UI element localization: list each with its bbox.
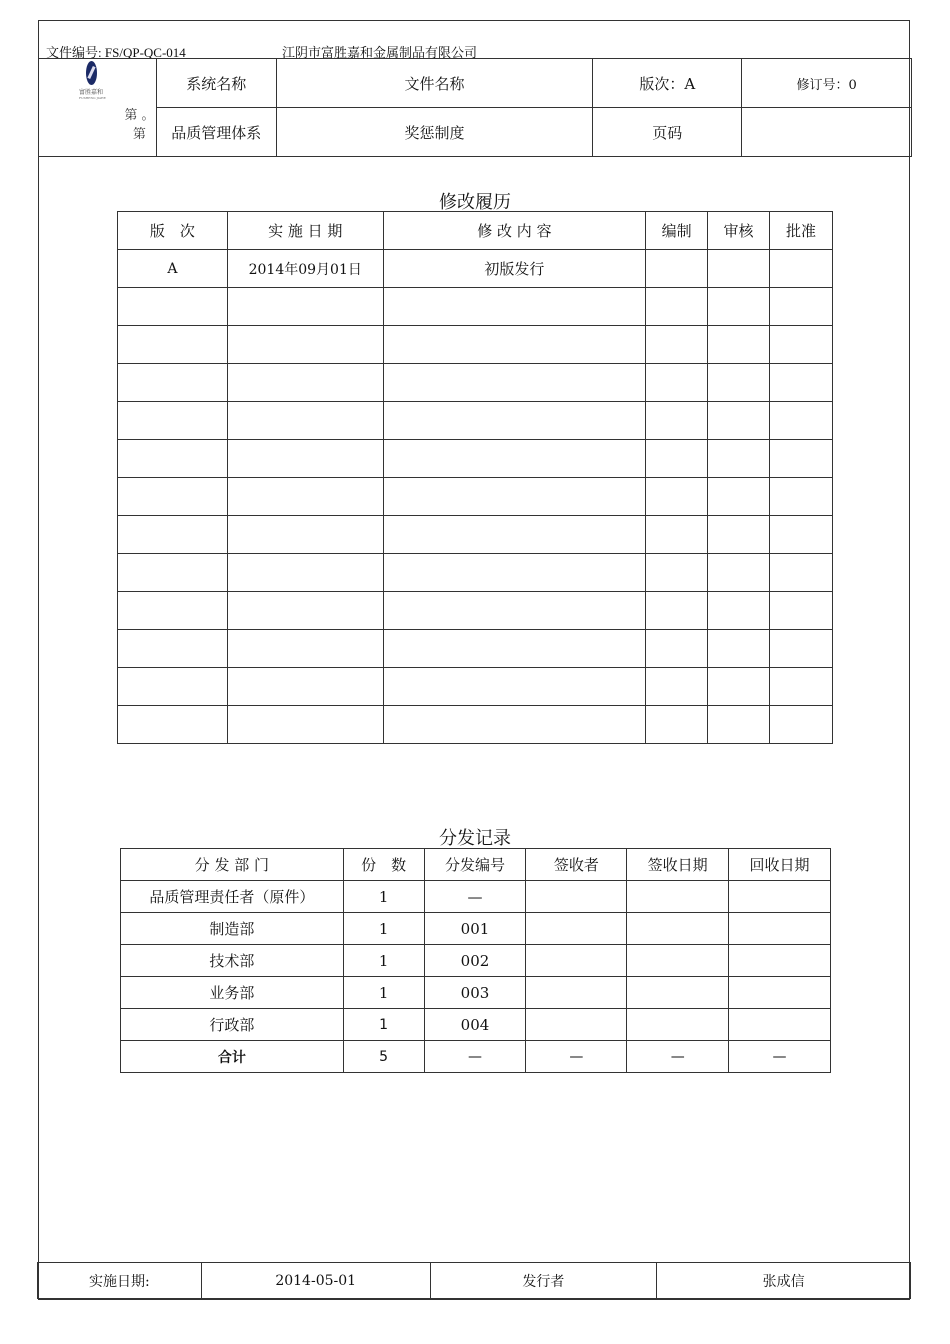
table-row [121, 977, 831, 1009]
table-row [121, 1041, 831, 1073]
revision-column-header: 编制 [646, 212, 708, 250]
distribution-cell: 1 [343, 881, 424, 913]
revision-cell [383, 364, 646, 402]
revision-cell [227, 630, 383, 668]
distribution-column-header: 签收日期 [627, 849, 729, 881]
distribution-column-header: 回收日期 [729, 849, 831, 881]
revision-column-header: 批准 [770, 212, 833, 250]
revision-cell [708, 288, 770, 326]
footer-table [37, 1262, 911, 1299]
document-number-value: : FS/QP-QC-014 [98, 45, 186, 60]
distribution-cell [627, 977, 729, 1009]
revision-cell [227, 326, 383, 364]
revision-cell [708, 478, 770, 516]
revision-cell [118, 554, 228, 592]
distribution-cell: 1 [343, 945, 424, 977]
distribution-cell [627, 945, 729, 977]
distribution-title: 分发记录 [439, 828, 511, 849]
logo-subtext: FUSHENG JIAHE [79, 96, 106, 100]
revision-cell [118, 516, 228, 554]
revision-cell [118, 288, 228, 326]
version-label: 版次：A [593, 59, 742, 108]
revision-cell [227, 478, 383, 516]
revision-cell [646, 402, 708, 440]
distribution-cell [627, 881, 729, 913]
revision-cell [646, 516, 708, 554]
revision-cell [646, 668, 708, 706]
distribution-cell: 行政部 [121, 1009, 344, 1041]
distribution-column-header: 签收者 [526, 849, 627, 881]
revision-cell [383, 326, 646, 364]
revision-cell [383, 592, 646, 630]
revision-cell [708, 402, 770, 440]
distribution-cell [729, 1009, 831, 1041]
issuer-name: 张成信 [657, 1263, 911, 1299]
revision-cell [708, 516, 770, 554]
distribution-cell [526, 945, 627, 977]
revision-cell [770, 402, 833, 440]
table-row [118, 706, 833, 744]
revision-cell [770, 630, 833, 668]
revision-cell [708, 592, 770, 630]
revision-cell [227, 516, 383, 554]
revision-cell [383, 402, 646, 440]
system-name-value: 品质管理体系 [156, 108, 276, 157]
distribution-cell [729, 881, 831, 913]
company-name: 江阴市富胜嘉和金属制品有限公司 [282, 46, 478, 61]
revision-cell [118, 440, 228, 478]
table-row [118, 364, 833, 402]
distribution-cell: — [424, 1041, 526, 1073]
distribution-cell [627, 1009, 729, 1041]
overlapped-text: 第 。 第 [124, 108, 155, 142]
table-row [118, 630, 833, 668]
distribution-cell [729, 913, 831, 945]
revision-cell [383, 440, 646, 478]
distribution-cell: 5 [343, 1041, 424, 1073]
table-row [121, 1009, 831, 1041]
logo-text: 富胜嘉和 [79, 89, 104, 96]
page-value [742, 108, 912, 157]
table-row [121, 913, 831, 945]
document-number-label: 文件编号 [46, 46, 99, 61]
revision-cell [646, 630, 708, 668]
revision-cell [708, 630, 770, 668]
revision-cell: 2014年09月01日 [227, 250, 383, 288]
revision-cell [646, 250, 708, 288]
distribution-cell: 制造部 [121, 913, 344, 945]
distribution-cell: — [627, 1041, 729, 1073]
table-row [118, 478, 833, 516]
revision-column-header: 修 改 内 容 [383, 212, 646, 250]
distribution-cell: 品质管理责任者（原件） [121, 881, 344, 913]
distribution-cell [627, 913, 729, 945]
revision-cell [708, 706, 770, 744]
revision-cell [227, 592, 383, 630]
revision-cell [227, 440, 383, 478]
table-row [118, 554, 833, 592]
revision-cell [646, 440, 708, 478]
system-name-label: 系统名称 [156, 59, 276, 108]
revision-cell [708, 554, 770, 592]
revision-cell: A [118, 250, 228, 288]
distribution-column-header: 分 发 部 门 [121, 849, 344, 881]
distribution-cell: 1 [343, 1009, 424, 1041]
distribution-cell: 003 [424, 977, 526, 1009]
revision-cell [770, 440, 833, 478]
revision-cell [708, 250, 770, 288]
table-row [118, 326, 833, 364]
revision-cell [770, 668, 833, 706]
page-label: 页码 [593, 108, 742, 157]
distribution-cell [729, 977, 831, 1009]
revision-cell: 初版发行 [383, 250, 646, 288]
table-row [118, 516, 833, 554]
table-row [118, 402, 833, 440]
revision-history-title: 修改履历 [439, 192, 511, 213]
revision-cell [770, 250, 833, 288]
table-row [121, 945, 831, 977]
revision-cell [770, 554, 833, 592]
table-row [118, 592, 833, 630]
revision-cell [646, 554, 708, 592]
file-name-label: 文件名称 [276, 59, 593, 108]
revision-cell [118, 478, 228, 516]
distribution-cell: 技术部 [121, 945, 344, 977]
table-row [118, 668, 833, 706]
distribution-cell: 业务部 [121, 977, 344, 1009]
revision-cell [646, 592, 708, 630]
distribution-table [120, 848, 831, 1073]
distribution-cell [729, 945, 831, 977]
revision-cell [118, 668, 228, 706]
revision-cell [118, 706, 228, 744]
distribution-cell [526, 913, 627, 945]
distribution-column-header: 份 数 [343, 849, 424, 881]
distribution-cell: 002 [424, 945, 526, 977]
revision-cell [383, 478, 646, 516]
revision-cell [646, 706, 708, 744]
logo-mark-icon [86, 61, 97, 85]
implementation-date: 2014-05-01 [201, 1263, 430, 1299]
distribution-cell [526, 977, 627, 1009]
revision-cell [770, 288, 833, 326]
revision-cell [118, 364, 228, 402]
table-row [118, 440, 833, 478]
distribution-cell: 1 [343, 977, 424, 1009]
file-name-value: 奖惩制度 [276, 108, 593, 157]
revision-cell [646, 288, 708, 326]
document-header-table [38, 58, 912, 157]
revision-cell [708, 668, 770, 706]
revision-cell [383, 668, 646, 706]
revision-cell [770, 592, 833, 630]
table-row [118, 250, 833, 288]
distribution-cell [526, 1009, 627, 1041]
revision-cell [770, 364, 833, 402]
company-logo [79, 61, 106, 105]
revision-cell [227, 668, 383, 706]
revision-cell [383, 554, 646, 592]
revision-cell [227, 402, 383, 440]
distribution-cell: 004 [424, 1009, 526, 1041]
logo-cell [39, 59, 157, 157]
revision-cell [708, 326, 770, 364]
revision-cell [383, 516, 646, 554]
distribution-cell [526, 881, 627, 913]
revision-cell [770, 478, 833, 516]
distribution-cell: 1 [343, 913, 424, 945]
distribution-cell: — [729, 1041, 831, 1073]
revision-cell [118, 402, 228, 440]
revision-column-header: 实 施 日 期 [227, 212, 383, 250]
distribution-cell: — [526, 1041, 627, 1073]
issuer-label: 发行者 [430, 1263, 657, 1299]
distribution-cell: 001 [424, 913, 526, 945]
distribution-column-header: 分发编号 [424, 849, 526, 881]
revision-cell [227, 364, 383, 402]
revision-cell [770, 706, 833, 744]
table-row [121, 881, 831, 913]
revision-history-table [117, 211, 833, 744]
revision-column-header: 版 次 [118, 212, 228, 250]
revision-label: 修订号：0 [742, 59, 912, 108]
revision-cell [118, 630, 228, 668]
revision-cell [118, 592, 228, 630]
revision-cell [770, 326, 833, 364]
revision-cell [770, 516, 833, 554]
implementation-date-label: 实施日期: [38, 1263, 202, 1299]
revision-cell [646, 326, 708, 364]
revision-cell [708, 364, 770, 402]
revision-header-row [118, 212, 833, 250]
revision-cell [227, 706, 383, 744]
table-row [118, 288, 833, 326]
revision-cell [227, 554, 383, 592]
revision-cell [708, 440, 770, 478]
distribution-cell: 合计 [121, 1041, 344, 1073]
revision-cell [227, 288, 383, 326]
revision-cell [383, 288, 646, 326]
revision-cell [646, 478, 708, 516]
revision-cell [118, 326, 228, 364]
revision-column-header: 审核 [708, 212, 770, 250]
revision-cell [646, 364, 708, 402]
revision-cell [383, 630, 646, 668]
distribution-header-row [121, 849, 831, 881]
revision-cell [383, 706, 646, 744]
distribution-cell: — [424, 881, 526, 913]
